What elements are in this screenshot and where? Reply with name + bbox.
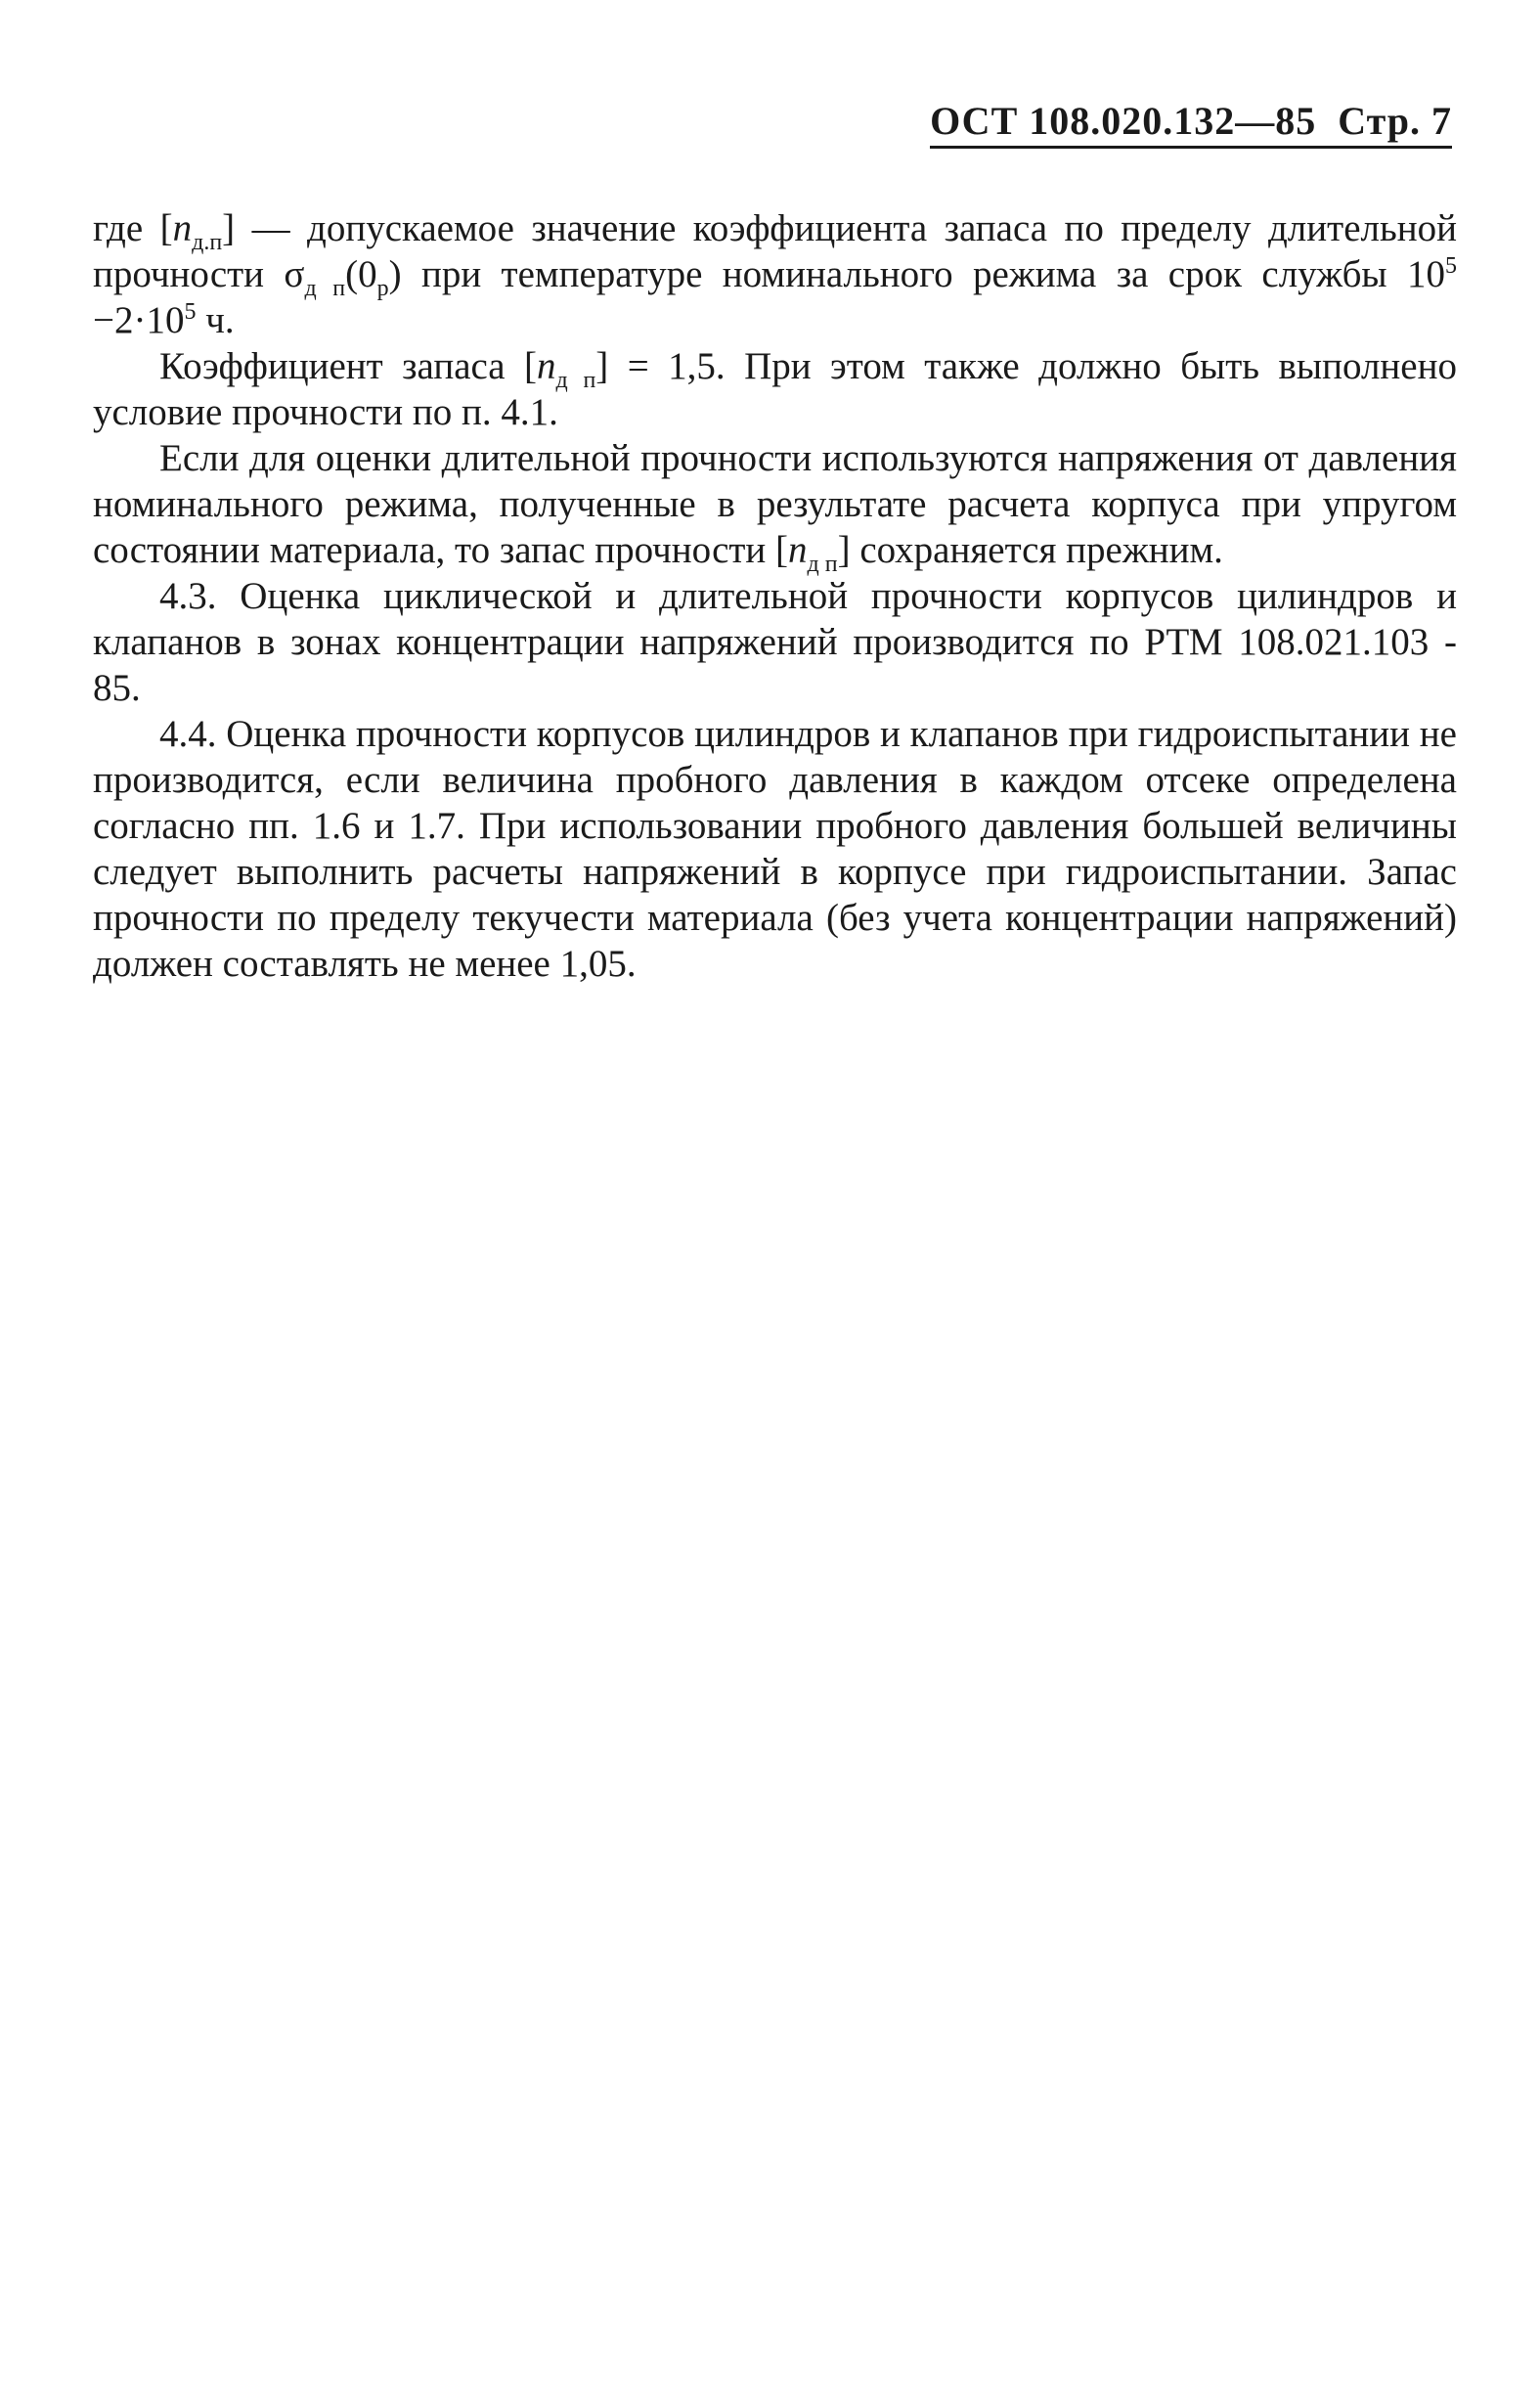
text-fragment: ч. (196, 299, 235, 341)
text-fragment: ] — допускаемое значение коэффициента запаса по пределу длительной прочности σ (93, 207, 1457, 295)
symbol-n: n (788, 529, 808, 571)
paragraph-4-4: 4.4. Оценка прочности корпусов цилиндров и клапанов при гидроиспытании не производится, если величина пробного давления в каждом отсеке определена согласно пп. 1.6 и 1.7. При использовании пробного давления большей величины следует выполнить расчеты напряжений в корпусе при гидроиспытании. Запас прочности по пределу текучести материала (без учета концентрации напряжений) должен составлять не менее 1,05. (93, 713, 1457, 985)
text-fragment: ) при температуре номинального режима за срок службы 10 (388, 253, 1445, 295)
text-fragment: −2·10 (93, 299, 185, 341)
text-fragment: Если для оценки длительной прочности используются напряжения от давления номинального режима, полученные в результате расчета корпуса при упругом состоянии материала, то запас прочности [ (93, 437, 1457, 571)
symbol-n: n (172, 207, 193, 249)
text-fragment: (0 (345, 253, 377, 295)
paragraph-4-3: 4.3. Оценка циклической и длительной прочности корпусов цилиндров и клапанов в зонах концентрации напряжений производится по РТМ 108.021.103 - 85. (93, 575, 1457, 709)
text-fragment: ] сохраняется прежним. (837, 529, 1223, 571)
text-fragment: Коэффициент запаса [ (159, 345, 538, 387)
superscript: 5 (184, 299, 197, 325)
paragraph-definition (93, 205, 1457, 343)
subscript: д п (807, 551, 838, 577)
symbol-n: n (537, 345, 556, 387)
subscript: р (376, 275, 389, 301)
superscript: 5 (1445, 253, 1457, 279)
subscript: д.п (192, 229, 223, 255)
document-body (93, 205, 1457, 987)
text-fragment: где [ (93, 207, 173, 249)
page-number: Стр. 7 (1338, 99, 1452, 143)
subscript: д п (304, 275, 346, 301)
subscript: д п (555, 367, 596, 393)
standard-number: ОСТ 108.020.132—85 (930, 99, 1317, 143)
text-fragment: ] = 1,5. При этом также должно быть выполнено условие прочности по п. 4.1. (93, 345, 1457, 433)
paragraph-safety-factor (93, 343, 1457, 435)
paragraph-stress (93, 435, 1457, 577)
page-header (930, 98, 1452, 149)
